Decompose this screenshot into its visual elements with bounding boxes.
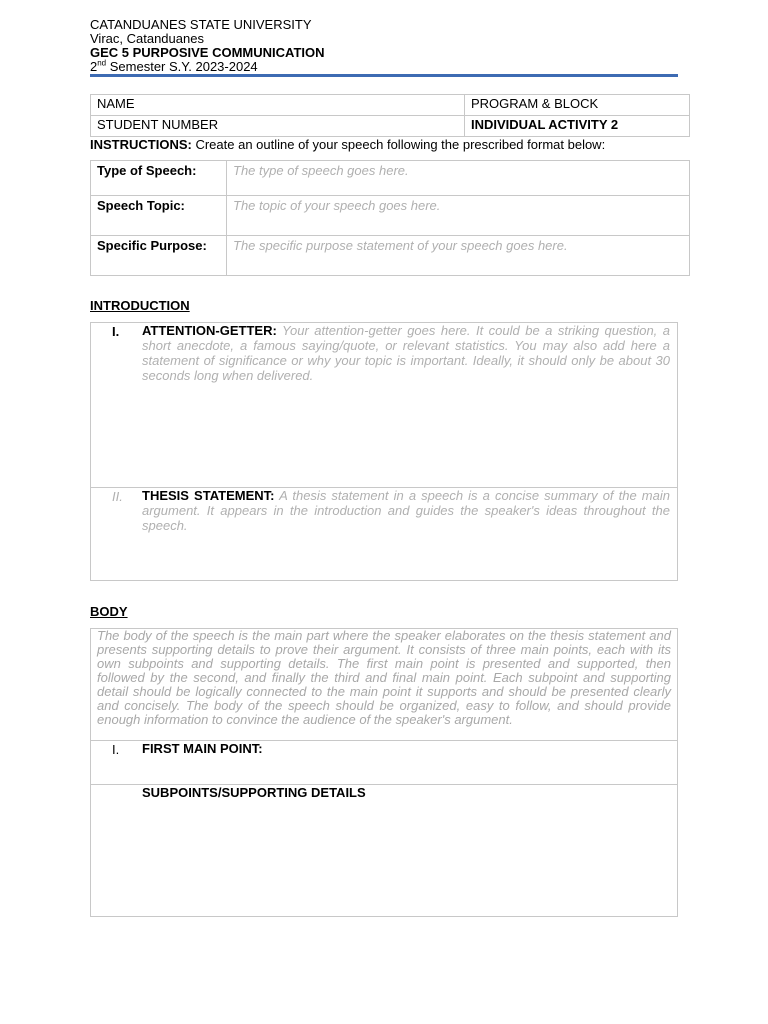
instructions: INSTRUCTIONS: Create an outline of your speech following the prescribed format below: bbox=[90, 137, 606, 152]
introduction-outline bbox=[90, 322, 678, 581]
university-name: CATANDUANES STATE UNIVERSITY bbox=[90, 17, 312, 32]
first-main-point-text: FIRST MAIN POINT: bbox=[142, 741, 263, 756]
subpoints-row[interactable] bbox=[91, 785, 677, 916]
student-info-table bbox=[90, 94, 690, 137]
thesis-statement-text: THESIS STATEMENT: A thesis statement in a speech is a concise summary of the main argument. It appears in the introduction and guides the speaker's ideas throughout the speech. bbox=[142, 488, 670, 533]
thesis-statement-numeral: II. bbox=[112, 489, 123, 504]
first-main-point-row[interactable] bbox=[91, 741, 677, 785]
body-description: The body of the speech is the main part where the speaker elaborates on the thesis statement and presents supporting details to prove their argument. It consists of three main points, each with its own subpoints and supporting details. The first main point is presented and supported, then followed by the second, and finally the third and final main point. Each subpoint and supporting detail should be logically connected to the main point it supports and should be presented clearly and concisely. The body of the speech should be organized, easy to follow, and should provide enough information to convince the audience of the speaker's argument. bbox=[91, 629, 677, 741]
subpoints-text: SUBPOINTS/SUPPORTING DETAILS bbox=[142, 785, 366, 800]
specific-purpose-label: Specific Purpose: bbox=[91, 236, 227, 276]
first-main-point-numeral: I. bbox=[112, 742, 120, 757]
university-location: Virac, Catanduanes bbox=[90, 31, 204, 46]
header-divider bbox=[90, 74, 678, 77]
name-field[interactable]: NAME bbox=[91, 95, 465, 116]
speech-topic-field[interactable]: The topic of your speech goes here. bbox=[227, 196, 690, 236]
type-of-speech-field[interactable]: The type of speech goes here. bbox=[227, 161, 690, 196]
student-number-field[interactable]: STUDENT NUMBER bbox=[91, 116, 465, 137]
introduction-heading: INTRODUCTION bbox=[90, 298, 190, 313]
semester-line: 2nd Semester S.Y. 2023-2024 bbox=[90, 58, 258, 74]
specific-purpose-field[interactable]: The specific purpose statement of your speech goes here. bbox=[227, 236, 690, 276]
document-header bbox=[90, 18, 325, 74]
attention-getter-numeral: I. bbox=[112, 324, 120, 339]
course-title: GEC 5 PURPOSIVE COMMUNICATION bbox=[90, 45, 325, 60]
speech-info-table bbox=[90, 160, 690, 276]
activity-label: INDIVIDUAL ACTIVITY 2 bbox=[465, 116, 690, 137]
speech-topic-label: Speech Topic: bbox=[91, 196, 227, 236]
thesis-statement-row[interactable] bbox=[91, 488, 677, 580]
body-outline bbox=[90, 628, 678, 917]
attention-getter-row[interactable] bbox=[91, 323, 677, 488]
type-of-speech-label: Type of Speech: bbox=[91, 161, 227, 196]
program-block-field[interactable]: PROGRAM & BLOCK bbox=[465, 95, 690, 116]
attention-getter-text: ATTENTION-GETTER: Your attention-getter goes here. It could be a striking question, a short anecdote, a famous saying/quote, or relevant statistics. You may also add here a statement of significance or why your topic is important. Ideally, it should only be about 30 seconds long when delivered. bbox=[142, 323, 670, 383]
body-heading: BODY bbox=[90, 604, 128, 619]
